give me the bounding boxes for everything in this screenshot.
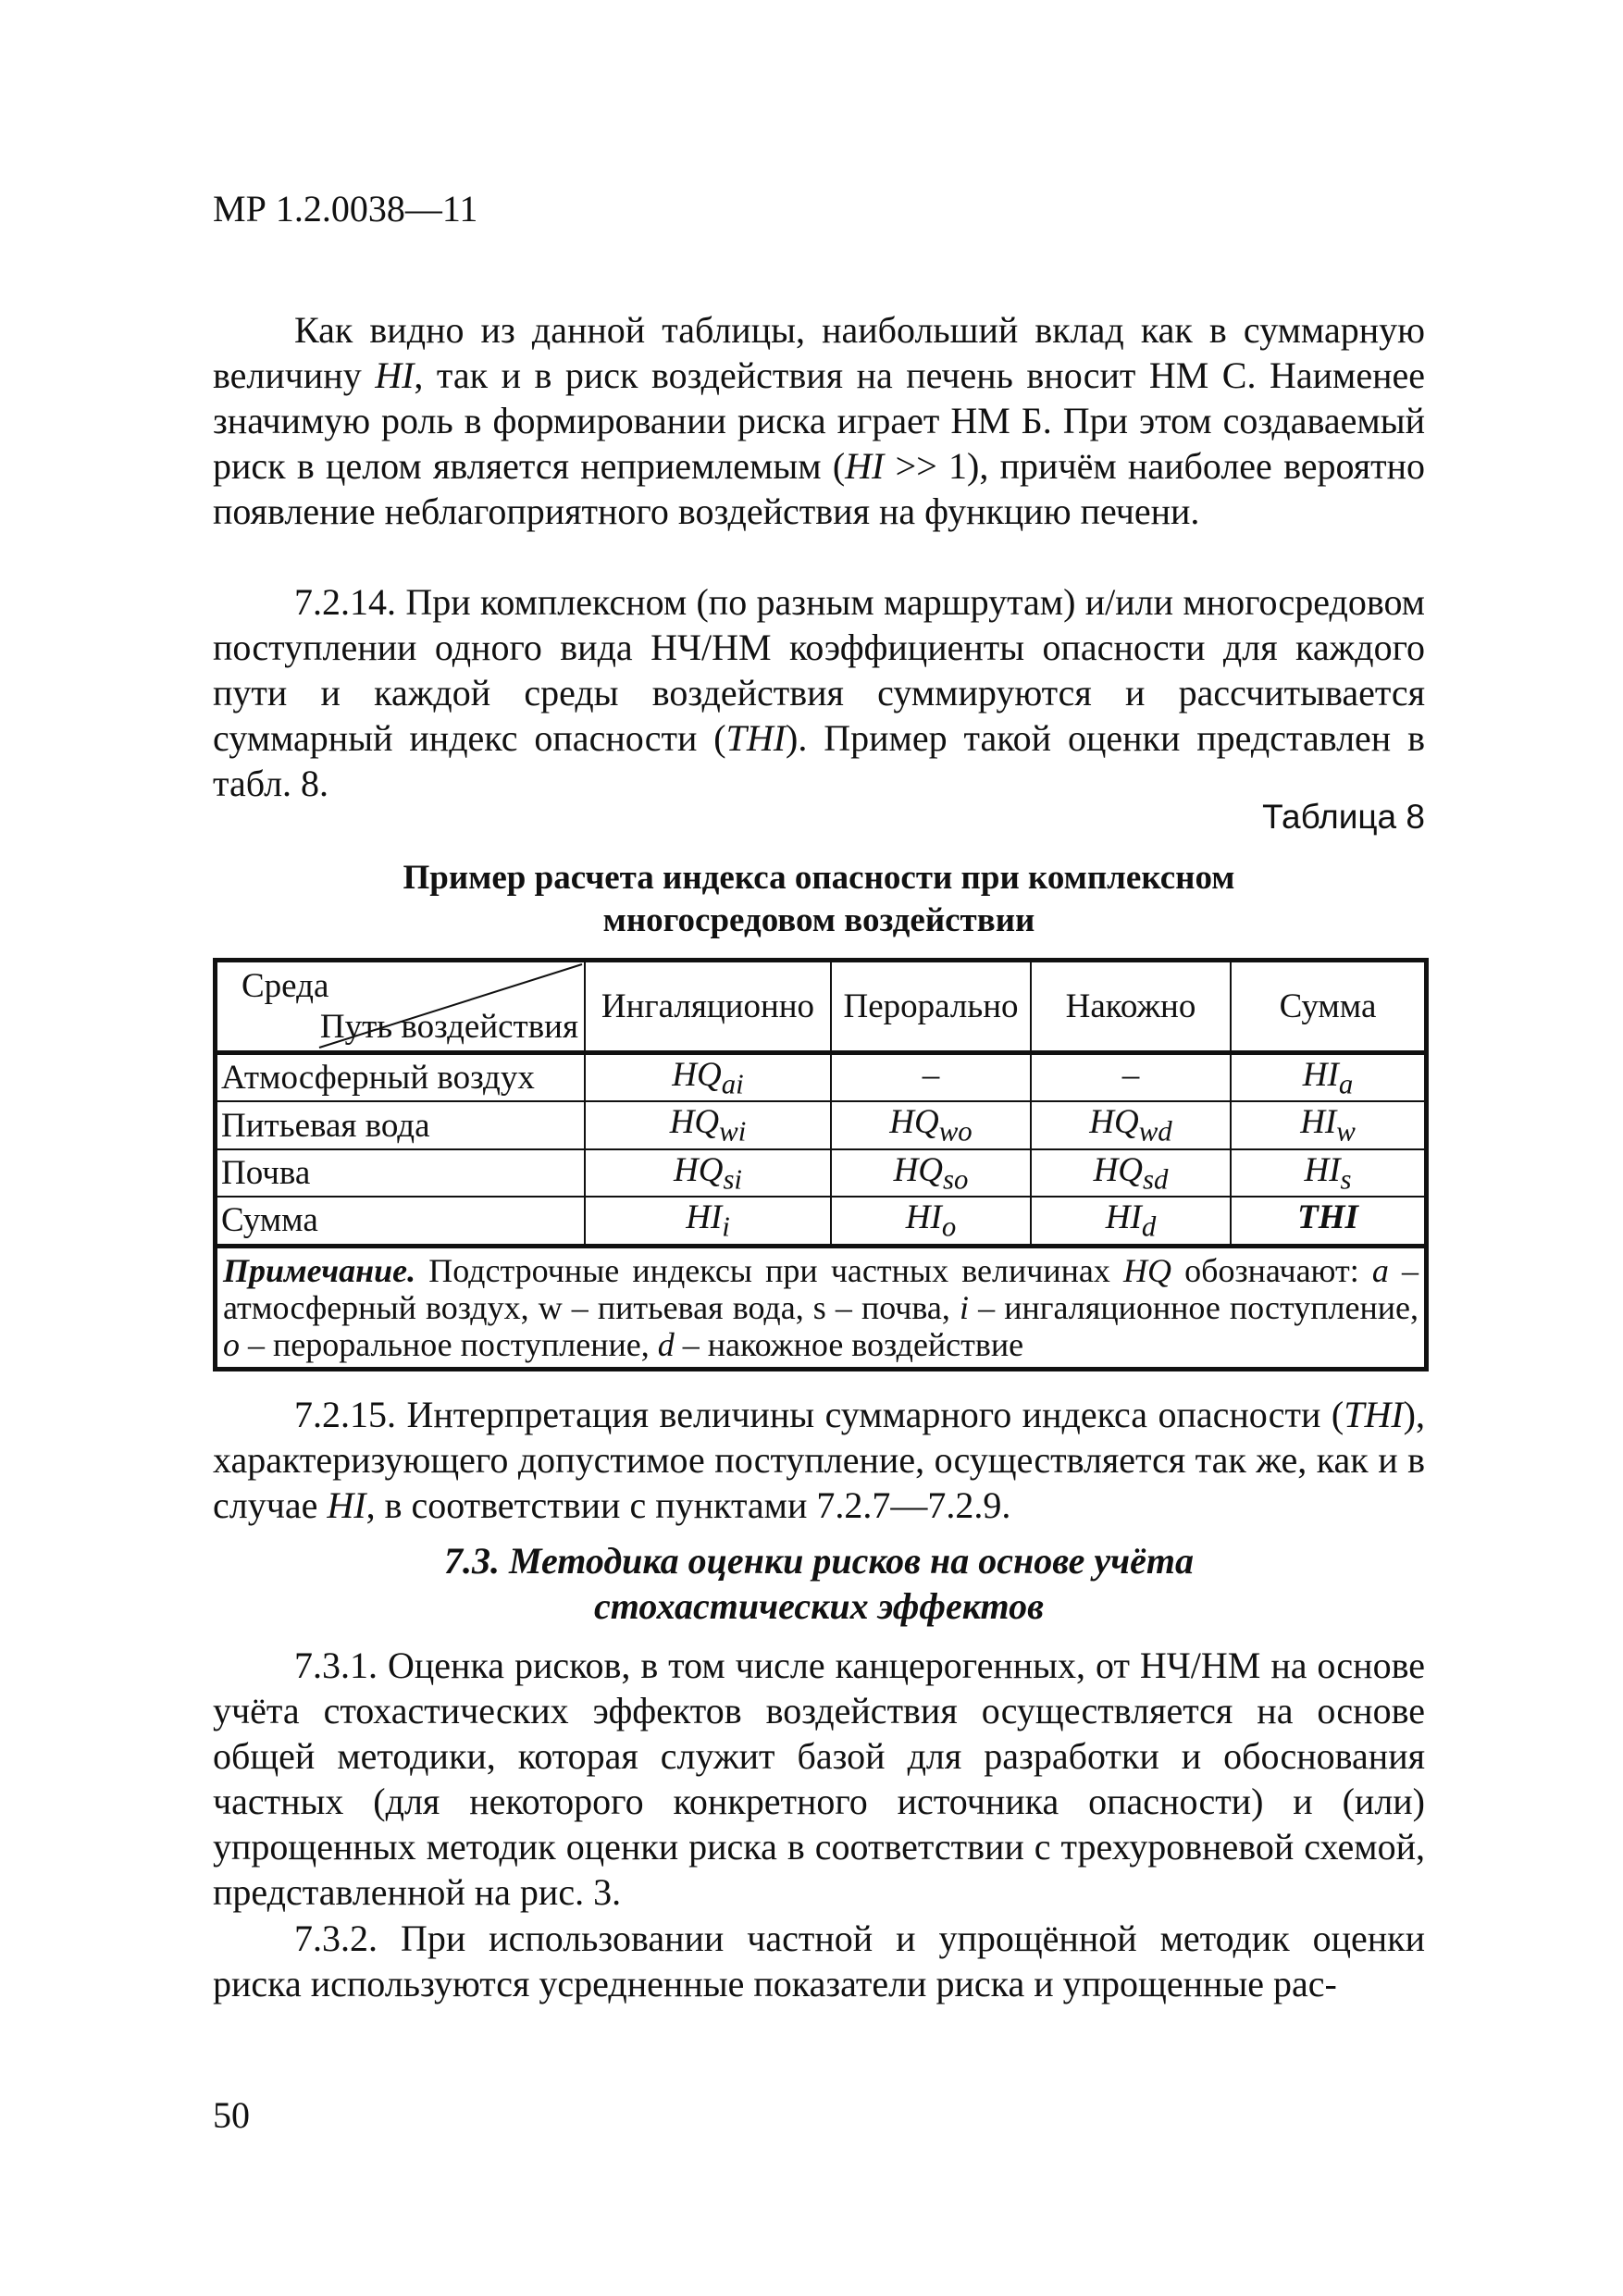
corner-label-route: Путь воздействия [319,1008,578,1046]
cell: $HI_d$ [1031,1197,1231,1246]
cell: $HI_o$ [831,1197,1031,1246]
table-title-line-1: Пример расчета индекса опасности при комплексном [403,859,1235,897]
page-number: 50 [213,2094,250,2136]
paragraph-7-3-1: 7.3.1. Оценка рисков, в том числе канцерогенных, от НЧ/НМ на основе учёта стохастических эффектов воздействия осуществляется на основе общей методики, которая служит базой для разработки и обоснования частных (для некоторого конкретного источника опасности) и (или) упрощенных методик оценки риска в соответствии с трехуровневой схемой, представленной на рис. 3. [213,1644,1425,1913]
col-header-oral: Перорально [831,961,1031,1053]
row-label: Питьевая вода [216,1101,586,1148]
paragraph-intro: Как видно из данной таблицы, наибольший вклад как в суммарную величину HI, так и в риск воздействия на печень вносит НМ С. Наименее значимую роль в формировании риска играет НМ Б. При этом создаваемый риск в целом является неприемлемым (HI >> 1), причём наиболее вероятно появление неблагоприятного воздействия на функцию печени. [213,309,1425,532]
table-row [216,1053,1427,1102]
col-header-dermal: Накожно [1031,961,1231,1053]
cell: $HQ_{sd}$ [1031,1149,1231,1197]
corner-label-medium: Среда [242,967,329,1005]
table-title-line-2: многосредовом воздействии [602,901,1035,939]
table-title [213,857,1425,942]
cell: $HI_a$ [1231,1053,1427,1102]
table-header-row [216,961,1427,1053]
row-label: Почва [216,1149,586,1197]
col-header-sum: Сумма [1231,961,1427,1053]
cell: $HQ_{ai}$ [585,1053,831,1102]
running-header: МР 1.2.0038—11 [213,188,478,230]
table-label: Таблица 8 [1262,798,1425,836]
cell: $HQ_{wo}$ [831,1101,1031,1148]
table-row [216,1101,1427,1148]
hazard-index-table [213,958,1429,1371]
table-note-row [216,1246,1427,1369]
cell: $HQ_{so}$ [831,1149,1031,1197]
cell: $HQ_{wd}$ [1031,1101,1231,1148]
section-heading-7-3 [213,1538,1425,1629]
section-title-line-2: стохастических эффектов [594,1585,1044,1627]
cell: $HQ_{si}$ [585,1149,831,1197]
table-note: Примечание. Подстрочные индексы при частных величинах HQ обозначают: a – атмосферный воздух, w – питьевая вода, s – почва, i – ингаляционное поступление, o – пероральное поступление, d – накожное воздействие [216,1246,1427,1369]
paragraph-7-3-2: 7.3.2. При использовании частной и упрощённой методик оценки риска используются усредненные показатели риска и упрощенные рас- [213,1917,1425,2004]
cell: $HI_w$ [1231,1101,1427,1148]
table-row [216,1149,1427,1197]
row-label: Сумма [216,1197,586,1246]
cell: – [1031,1053,1231,1102]
table-row [216,1197,1427,1246]
cell: – [831,1053,1031,1102]
cell: $HI_s$ [1231,1149,1427,1197]
col-header-inhalation: Ингаляционно [585,961,831,1053]
section-title-line-1: 7.3. Методика оценки рисков на основе учёта [444,1540,1194,1582]
paragraph-7-2-14: 7.2.14. При комплексном (по разным маршрутам) и/или многосредовом поступлении одного вида НЧ/НМ коэффициенты опасности для каждого пути и каждой среды воздействия суммируются и рассчитывается суммарный индекс опасности (THI). Пример такой оценки представлен в табл. 8. [213,581,1425,804]
row-label: Атмосферный воздух [216,1053,586,1102]
cell: $HQ_{wi}$ [585,1101,831,1148]
cell: $HI_i$ [585,1197,831,1246]
paragraph-7-2-15: 7.2.15. Интерпретация величины суммарного индекса опасности (THI), характеризующего допустимое поступление, осуществляется так же, как и в случае HI, в соответствии с пунктами 7.2.7—7.2.9. [213,1394,1425,1526]
corner-cell [216,961,586,1053]
cell-total: THI [1231,1197,1427,1246]
